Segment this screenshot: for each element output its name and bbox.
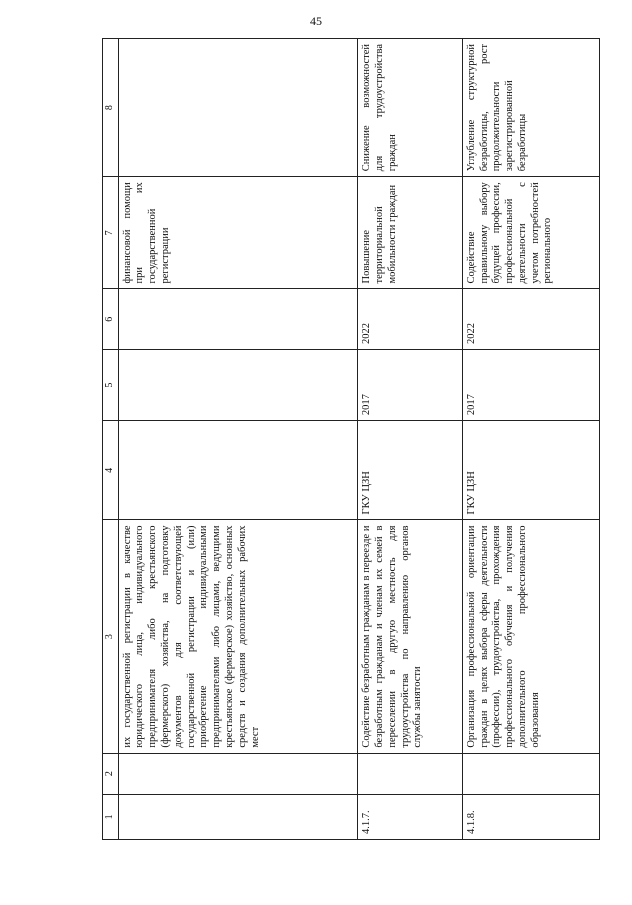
header-col-3: 3 — [103, 520, 119, 753]
row-start-year: 2017 — [358, 349, 462, 420]
row-executor: ГКУ ЦЗН — [462, 421, 599, 520]
row-result: финансовой помощи при их государственной регистрации — [118, 177, 358, 289]
header-row — [103, 39, 119, 840]
row-number — [118, 794, 358, 839]
row-end-year: 2022 — [358, 289, 462, 349]
header-col-6: 6 — [103, 289, 119, 349]
rotated-table-wrapper — [102, 38, 600, 840]
row-result: Повышение территориальной мобильности граждан — [358, 177, 462, 289]
header-col-5: 5 — [103, 349, 119, 420]
measures-table — [102, 38, 600, 840]
header-col-8: 8 — [103, 39, 119, 177]
row-consequence: Углубление структурной безработицы, рост продолжительности зарегистрированной безработицы — [462, 39, 599, 177]
row-result: Содействие правильному выбору будущей профессии, профессиональной деятельности с учетом потребностей регионального — [462, 177, 599, 289]
table-row — [358, 39, 462, 840]
row-end-year: 2022 — [462, 289, 599, 349]
row-description: Организация профессиональной ориентации граждан в целях выбора сферы деятельности (профессии), трудоустройства, прохождения профессионального обучения и получения дополнительного профессионального образования — [462, 520, 599, 753]
header-col-4: 4 — [103, 421, 119, 520]
row-description: их государственной регистрации в качестве юридического лица, индивидуального предпринимателя либо крестьянского (фермерского) хозяйства, на подготовку документов для соответствующей государственной регистрации и (или) приобретение индивидуальными предпринимателями либо лицами, ведущими крестьянское (фермерское) хозяйство, основных средств и создания дополнительных рабочих мест — [118, 520, 358, 753]
table-row — [462, 39, 599, 840]
header-col-1: 1 — [103, 794, 119, 839]
table-row — [118, 39, 358, 840]
row-consequence — [118, 39, 358, 177]
row-col2 — [358, 753, 462, 794]
row-consequence: Снижение возможностей для трудоустройства граждан — [358, 39, 462, 177]
header-col-2: 2 — [103, 753, 119, 794]
row-executor — [118, 421, 358, 520]
row-end-year — [118, 289, 358, 349]
header-col-7: 7 — [103, 177, 119, 289]
row-description: Содействие безработным гражданам в переезде и безработным гражданам и членам их семей в переселении в другую местность для трудоустройства по направлению органов службы занятости — [358, 520, 462, 753]
page-number: 45 — [310, 14, 322, 28]
row-start-year: 2017 — [462, 349, 599, 420]
row-number: 4.1.7. — [358, 794, 462, 839]
row-col2 — [118, 753, 358, 794]
row-start-year — [118, 349, 358, 420]
row-number: 4.1.8. — [462, 794, 599, 839]
row-col2 — [462, 753, 599, 794]
row-executor: ГКУ ЦЗН — [358, 421, 462, 520]
